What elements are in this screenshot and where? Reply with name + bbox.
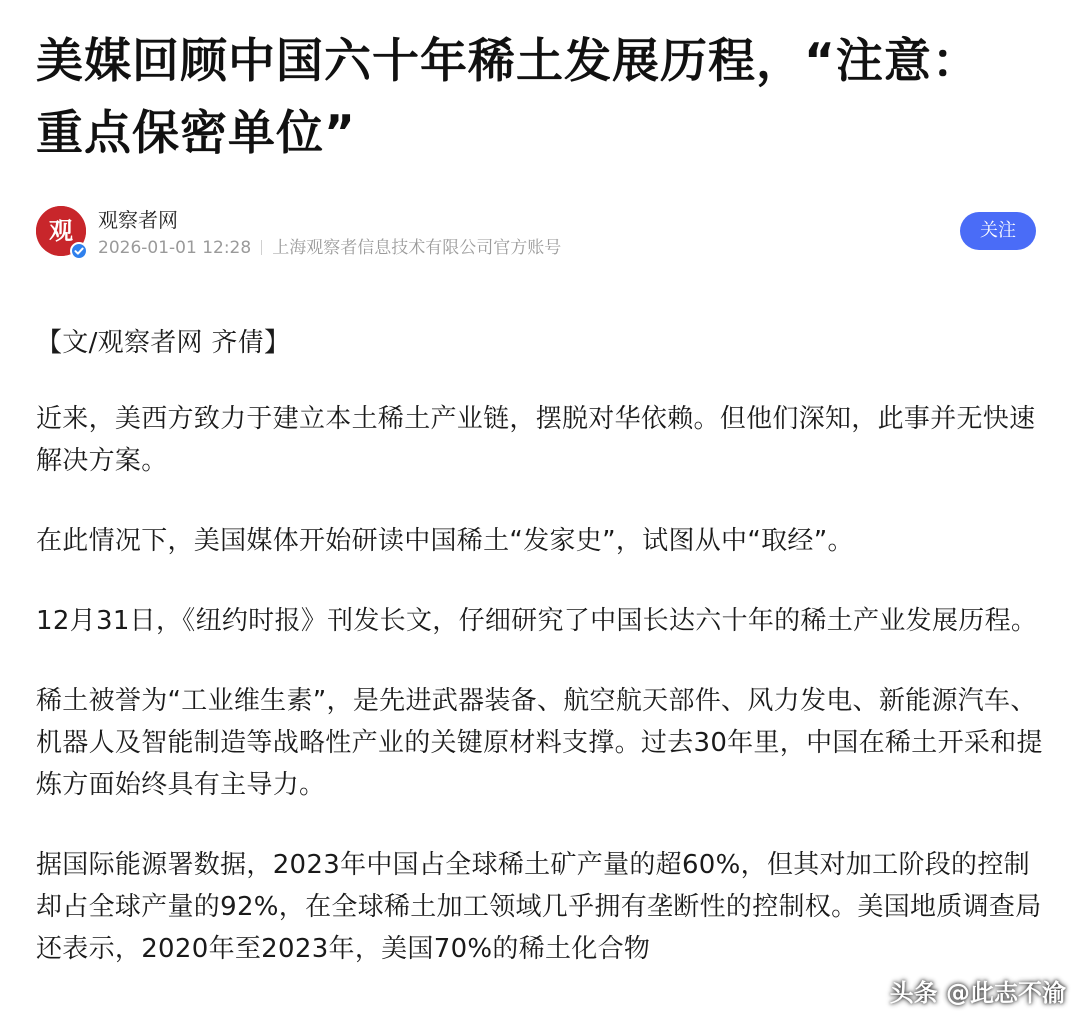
article-paragraph: 近来，美西方致力于建立本土稀土产业链，摆脱对华依赖。但他们深知，此事并无快速解决方案。 xyxy=(36,404,1036,476)
article-paragraph: 稀土被誉为“工业维生素”，是先进武器装备、航空航天部件、风力发电、新能源汽车、机器人及智能制造等战略性产业的关键原材料支撑。过去30年里，中国在稀土开采和提炼方面始终具有主导力。 xyxy=(36,686,1043,800)
author-row xyxy=(36,204,1044,264)
publish-date: 2026-01-01 12:28 xyxy=(98,238,252,258)
article-paragraph: 在此情况下，美国媒体开始研读中国稀土“发家史”，试图从中“取经”。 xyxy=(36,526,854,556)
follow-button[interactable]: 关注 xyxy=(960,212,1036,250)
meta-divider xyxy=(261,240,262,255)
article-byline: 【文/观察者网 齐倩】 xyxy=(36,328,291,358)
article-meta xyxy=(98,236,561,260)
article-body xyxy=(36,322,1044,1008)
author-name[interactable]: 观察者网 xyxy=(98,208,178,232)
account-description: 上海观察者信息技术有限公司官方账号 xyxy=(272,238,562,258)
article-paragraph: 据国际能源署数据，2023年中国占全球稀土矿产量的超60%，但其对加工阶段的控制却占全球产量的92%，在全球稀土加工领域几乎拥有垄断性的控制权。美国地质调查局还表示，2020年至2023年，美国70%的稀土化合物 xyxy=(36,850,1042,964)
author-avatar[interactable] xyxy=(36,206,86,256)
article-title: 美媒回顾中国六十年稀土发展历程，“注意：重点保密单位” xyxy=(36,34,980,161)
verified-badge-icon xyxy=(70,242,88,260)
avatar-glyph: 观 xyxy=(49,216,73,245)
watermark: 头条 @此志不渝 xyxy=(889,979,1066,1007)
article-paragraph: 12月31日，《纽约时报》刊发长文，仔细研究了中国长达六十年的稀土产业发展历程。 xyxy=(36,606,1038,636)
